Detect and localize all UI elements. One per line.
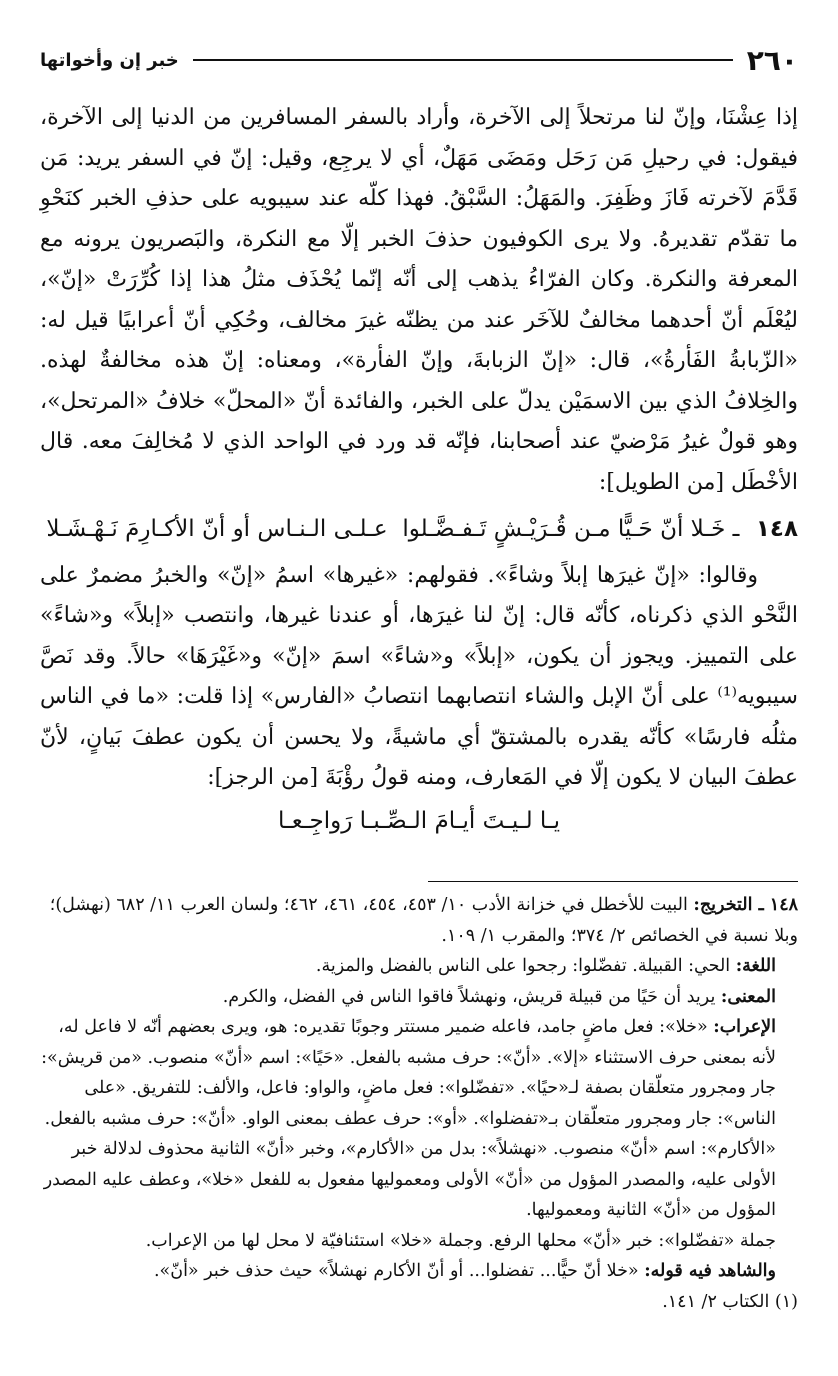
lugha-label: اللغة: bbox=[735, 956, 776, 976]
paragraph: وقالوا: «إنّ غيرَها إبلاً وشاءً». فقولهم: «غيرها» اسمُ «إنّ» والخبرُ مضمرٌ على النَّحْو الذي ذكرناه، كأنّه قال: إنّ لنا غيرَها، أو عندنا غيرها، وانتصب «إبلاً» و«شاءً» على التمييز. ويجوز أن يكون، «إبلاً» و«شاءً» اسمَ «إنّ» و«غَيْرَهَا» حالاً. وقد نَصَّ سيبويه⁽¹⁾ على أنّ الإبل والشاء انتصابهما انتصابُ «الفارس» إذا قلت: «ما في الناس مثلُه فارسًا» كأنّه يقدره بالمشتقّ أي ماشيةً، ولا يحسن أن يكون عطفَ بَيانٍ، لأنّ عطفَ البيان لا يكون إلّا في المَعارف، ومنه قولُ رؤْبَةَ [من الرجز]: bbox=[40, 562, 798, 790]
verse-first-hemistich: ـ خَـلا أنّ حَـيًّا مـن قُـرَيْـشٍ تَـفـضَّـلوا bbox=[402, 516, 740, 542]
footnotes bbox=[40, 890, 798, 1317]
lugha-text: الحي: القبيلة. تفضّلوا: رجحوا على الناس بالفضل والمزية. bbox=[315, 956, 731, 976]
mana-label: المعنى: bbox=[720, 986, 776, 1007]
lugha-note bbox=[40, 951, 798, 982]
shahid-text: «خلا أنّ حيًّا... تفضلوا... أو أنّ الأكارم نهشلاً» حيث حذف خبر «أنّ». bbox=[153, 1261, 639, 1281]
footnote-separator bbox=[428, 881, 798, 882]
shahid-note bbox=[40, 1256, 798, 1287]
header-rule bbox=[193, 59, 733, 61]
verse-number: ١٤٨ bbox=[755, 516, 798, 542]
takhrij-text: البيت للأخطل في خزانة الأدب ١٠/ ٤٥٣، ٤٥٤، ٤٦١، ٤٦٢؛ ولسان العرب ١١/ ٦٨٢ (نهشل)؛ وبلا نسبة في الخصائص ٢/ ٣٧٤؛ والمقرب ١/ ١٠٩. bbox=[49, 895, 798, 946]
verse-148 bbox=[40, 509, 798, 550]
irab-text: «خلا»: فعل ماضٍ جامد، فاعله ضمير مستتر وجوبًا تقديره: هو، ويرى بعضهم أنّه لا فاعل له، لأنه بمعنى حرف الاستثناء «إلا». «أنّ»: حرف مشبه بالفعل. «حَيًا»: اسم «أنّ» منصوب. «من قريش»: جار ومجرور متعلّقان بصفة لـ«حيًا». «تفضّلوا»: فعل ماضٍ، والواو: فاعل، والألف: للتفريق. «على الناس»: جار ومجرور متعلّقان بـ«تفضلوا». «أو»: حرف عطف بمعنى الواو. «أنّ»: حرف مشبه بالفعل. «الأكارم»: اسم «أنّ» منصوب. «نهشلاً»: بدل من «الأكارم»، وخبر «أنّ» الثانية محذوف لدلالة خبر الأولى عليه، والمصدر المؤول من «أنّ» الأولى ومعموليها مفعول به للفعل «خلا»، وعطف عليه المصدر المؤول من «أنّ» الثانية ومعموليها. bbox=[41, 1017, 776, 1220]
takhrij-label: ١٤٨ ـ التخريج: bbox=[693, 895, 798, 915]
irab-note bbox=[40, 1012, 798, 1226]
irab-label: الإعراب: bbox=[713, 1017, 776, 1037]
shahid-label: والشاهد فيه قوله: bbox=[644, 1261, 776, 1281]
running-title: خبر إن وأخواتها bbox=[40, 49, 179, 71]
takhrij-note bbox=[40, 890, 798, 951]
verse-second-hemistich: عـلـى الـنـاس أو أنّ الأكـارِمَ نَـهْـشَـلا bbox=[46, 516, 388, 542]
mana-note bbox=[40, 982, 798, 1013]
rajaz-verse: يـا لـيـتَ أيـامَ الـصِّـبـا رَواجِـعـا bbox=[277, 807, 561, 834]
main-text bbox=[40, 98, 798, 841]
jumla-note: جملة «تفضّلوا»: خبر «أنّ» محلها الرفع. وجملة «خلا» استئنافيّة لا محل لها من الإعراب. bbox=[145, 1230, 776, 1251]
paragraph: إذا عِشْنَا، وإنّ لنا مرتحلاً إلى الآخرة، وأراد بالسفر المسافرين من الدنيا إلى الآخرة، فيقول: في رحيلِ مَن رَحَل ومَضَى مَهَلٌ، أي لا يرجِع، وقيل: إنّ في السفر يريد: مَن قَدَّمَ لآخرته فَازَ وظَفِرَ. والمَهَلُ: السَّبْقُ. فهذا كلّه عند سيبويه على حذفِ الخبر كنَحْوِ ما تقدّم تقديرهُ. ولا يرى الكوفيون حذفَ الخبر إلّا مع النكرة، والبَصريون يرونه مع المعرفة والنكرة. وكان الفرّاءُ يذهب إلى أنّه إنّما يُحْذَف مثلُ هذا إذا كُرِّرَتْ «إنّ»، ليُعْلَم أنّ أحدهما مخالفٌ للآخَر عند من يظنّه غيرَ مخالف، وحُكِي أنّ أعرابيًا قيل له: «الزّبابةُ الفَأرةُ»، قال: «إنّ الزبابةَ، وإنّ الفأرة»، ومعناه: إنّ هذه مخالفةٌ لهذه. والخِلافُ الذي بين الاسمَيْن يدلّ على الخبر، والفائدة أنّ «المحلّ» خلافُ «المرتحل»، وهو قولٌ غيرُ مَرْضيّ عند أصحابنا، فإنّه قد ورد في الواحد الذي لا مُخالِفَ معه. قال الأخْطَل [من الطويل]: bbox=[40, 105, 798, 495]
mana-text: يريد أن حَيًا من قبيلة قريش، ونهشلاً فاقوا الناس في الفضل، والكرم. bbox=[222, 986, 716, 1007]
page-header bbox=[40, 38, 798, 82]
page-number: ٢٦٠ bbox=[746, 43, 798, 77]
footnote-1: (١) الكتاب ٢/ ١٤١. bbox=[662, 1291, 798, 1312]
